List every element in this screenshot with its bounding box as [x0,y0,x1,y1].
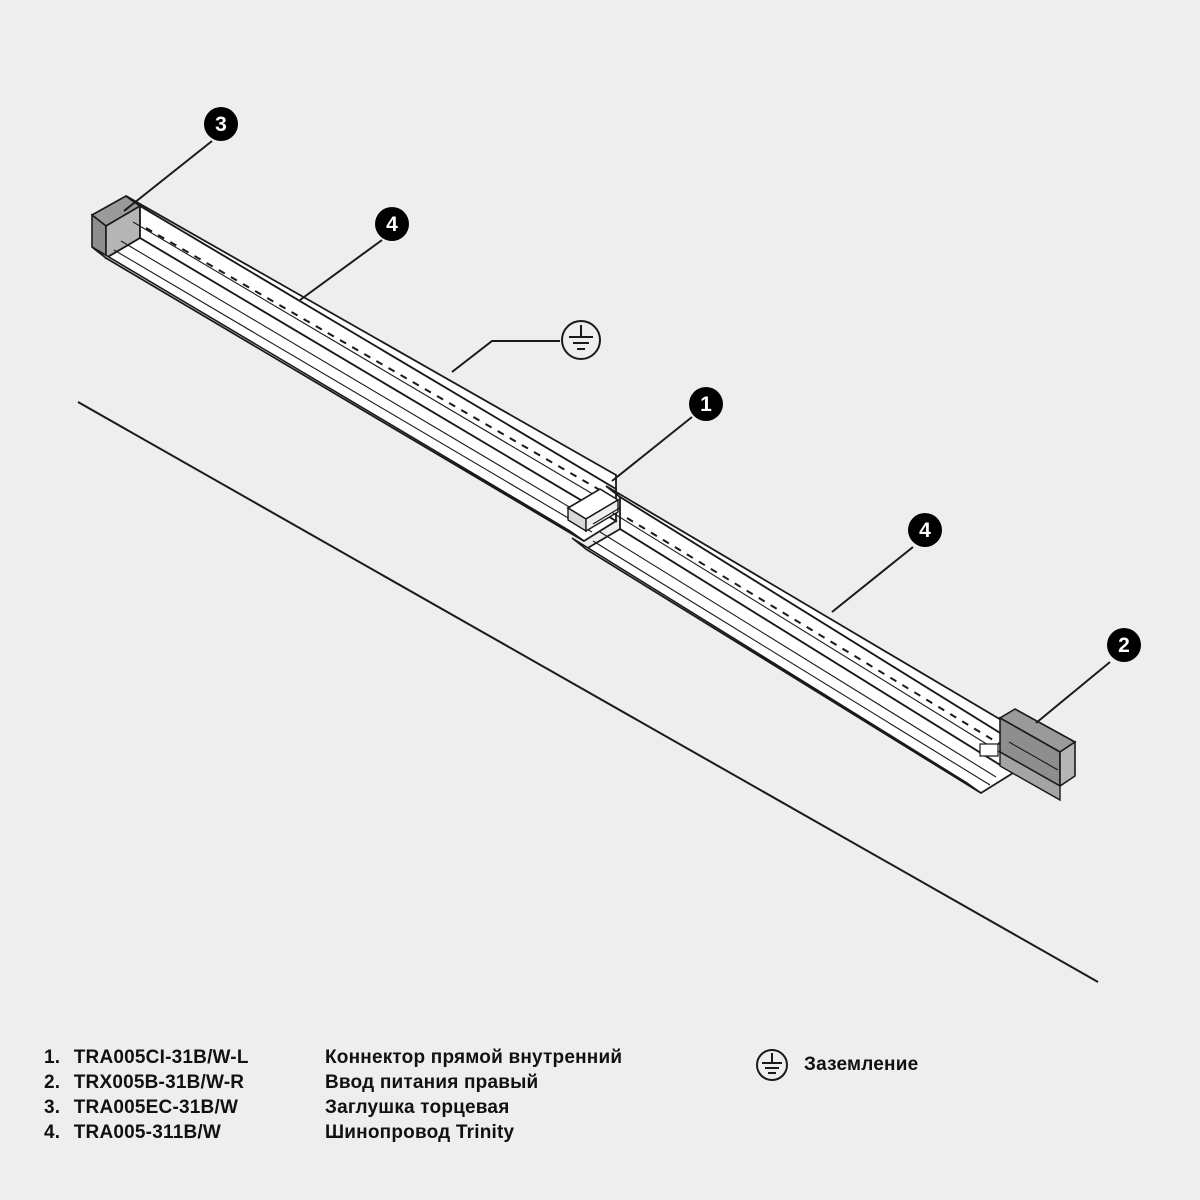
legend-names-column [325,1045,725,1145]
legend-ground-entry [752,1045,918,1085]
svg-text:1: 1 [700,393,712,416]
legend-code-4: TRA005-311B/W [73,1122,221,1143]
leader-lines [124,141,1110,723]
earth-ground-symbol [562,321,600,359]
legend-index-2: 2. [44,1072,61,1093]
svg-text:3: 3 [215,113,227,136]
legend-codes-column [44,1045,314,1145]
callout-4-right [908,513,942,547]
track-segment-right [572,486,1075,800]
legend-code-row [44,1045,314,1070]
legend-code-3: TRA005EC-31B/W [73,1097,239,1118]
legend-code-row [44,1095,314,1120]
legend-code-1: TRA005CI-31B/W-L [73,1047,249,1068]
legend [0,1045,1200,1185]
callout-3 [204,107,238,141]
legend-name-1: Коннектор прямой внутренний [325,1047,623,1068]
svg-text:2: 2 [1118,634,1130,657]
track-segment-left [92,196,616,541]
legend-ground-label: Заземление [804,1054,919,1075]
legend-name-4: Шинопровод Trinity [325,1122,515,1143]
legend-code-2: TRX005B-31B/W-R [73,1072,245,1093]
legend-code-row [44,1120,314,1145]
earth-ground-icon [752,1045,792,1085]
legend-name-3: Заглушка торцевая [325,1097,510,1118]
callout-4-left [375,207,409,241]
legend-index-3: 3. [44,1097,61,1118]
legend-name-2: Ввод питания правый [325,1072,539,1093]
callout-2 [1107,628,1141,662]
svg-text:4: 4 [919,519,931,542]
callout-1 [689,387,723,421]
legend-index-4: 4. [44,1122,61,1143]
svg-text:4: 4 [386,213,398,236]
legend-index-1: 1. [44,1047,61,1068]
legend-code-row [44,1070,314,1095]
